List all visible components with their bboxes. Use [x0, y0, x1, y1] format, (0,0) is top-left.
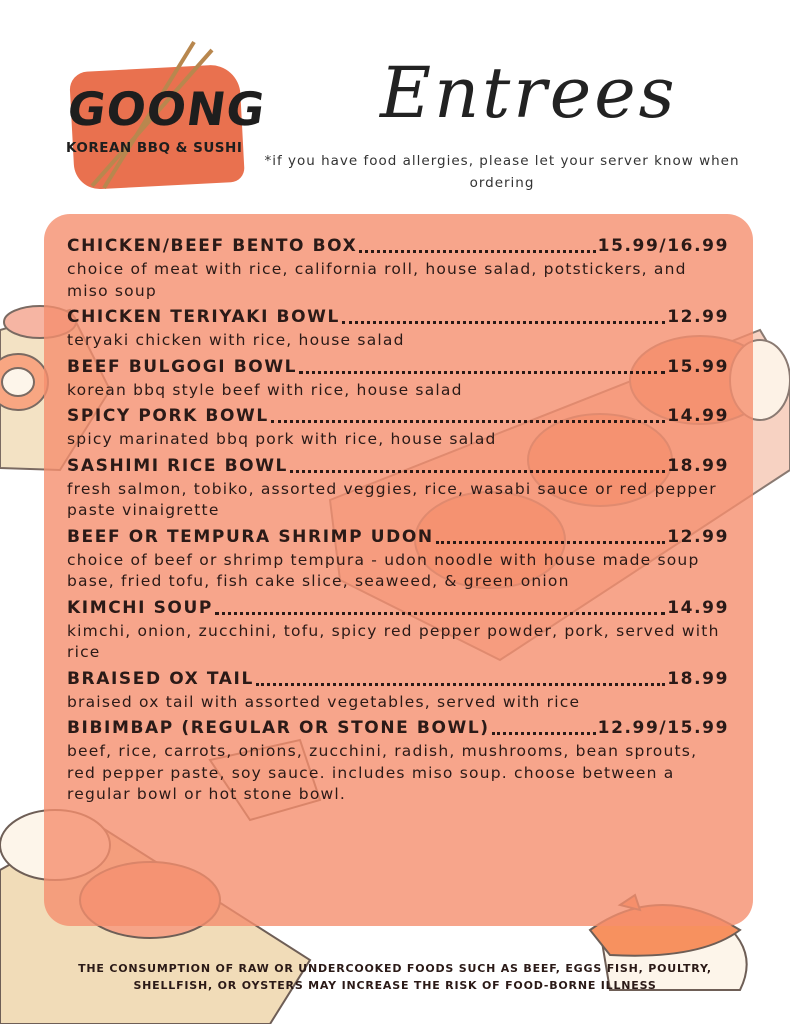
item-price: 12.99 [667, 526, 729, 547]
dot-leader [290, 466, 665, 473]
item-name: BEEF OR TEMPURA SHRIMP UDON [67, 526, 434, 547]
menu-item [67, 234, 729, 302]
item-description: fresh salmon, tobiko, assorted veggies, rice, wasabi sauce or red pepper paste vinaigrette [67, 479, 717, 519]
menu-item [67, 525, 729, 593]
item-description: beef, rice, carrots, onions, zucchini, radish, mushrooms, bean sprouts, red pepper paste, soy sauce. includes miso soup. choose between a regular bowl or hot stone bowl. [67, 742, 698, 803]
item-name: CHICKEN TERIYAKI BOWL [67, 307, 340, 327]
item-price: 12.99 [667, 307, 729, 327]
item-name: KIMCHI SOUP [67, 597, 213, 618]
item-name: BIBIMBAP (REGULAR OR STONE BOWL) [67, 718, 490, 738]
item-description: kimchi, onion, zucchini, tofu, spicy red pepper powder, pork, served with rice [67, 621, 720, 661]
item-name: SASHIMI RICE BOWL [67, 455, 288, 476]
dot-leader [256, 679, 665, 686]
dot-leader [436, 537, 666, 544]
item-price: 15.99 [667, 356, 729, 377]
menu-item [67, 596, 729, 664]
item-price: 15.99/16.99 [597, 236, 729, 256]
logo-name: GOONG [64, 82, 270, 136]
page-title: Entrees [380, 52, 678, 134]
allergy-note: *if you have food allergies, please let your server know when ordering [264, 153, 740, 191]
item-description: teryaki chicken with rice, house salad [67, 331, 405, 349]
menu-item [67, 667, 729, 714]
item-price: 14.99 [667, 406, 729, 426]
item-description: spicy marinated bbq pork with rice, house salad [67, 430, 497, 448]
logo-tagline: KOREAN BBQ & SUSHI [66, 140, 243, 156]
item-description: choice of meat with rice, california roll, house salad, potstickers, and miso soup [67, 260, 687, 300]
dot-leader [215, 608, 665, 615]
item-price: 14.99 [667, 597, 729, 618]
dot-leader [492, 728, 596, 735]
item-description: korean bbq style beef with rice, house salad [67, 380, 463, 399]
dot-leader [299, 367, 665, 374]
dot-leader [342, 317, 665, 324]
item-price: 18.99 [667, 455, 729, 476]
item-price: 12.99/15.99 [597, 718, 729, 738]
item-description: braised ox tail with assorted vegetables, served with rice [67, 692, 581, 711]
item-name: SPICY PORK BOWL [67, 406, 269, 426]
item-name: CHICKEN/BEEF BENTO BOX [67, 236, 358, 256]
menu-item [67, 404, 729, 451]
menu-item [67, 716, 729, 806]
item-description: choice of beef or shrimp tempura - udon noodle with house made soup base, fried tofu, fish cake slice, seaweed, & green onion [67, 550, 700, 590]
dot-leader [359, 246, 595, 253]
food-safety-disclaimer: THE CONSUMPTION OF RAW OR UNDERCOOKED FOODS SUCH AS BEEF, EGGS FISH, POULTRY, SHELLFISH, OR OYSTERS MAY INCREASE THE RISK OF FOOD-BORNE ILLNESS [78, 962, 712, 992]
menu-item [67, 454, 729, 522]
menu-list [67, 234, 729, 809]
item-price: 18.99 [667, 668, 729, 689]
dot-leader [271, 416, 665, 423]
restaurant-logo [62, 40, 270, 190]
item-name: BEEF BULGOGI BOWL [67, 356, 298, 377]
menu-item [67, 355, 729, 402]
item-name: BRAISED OX TAIL [67, 668, 254, 689]
menu-item [67, 305, 729, 352]
